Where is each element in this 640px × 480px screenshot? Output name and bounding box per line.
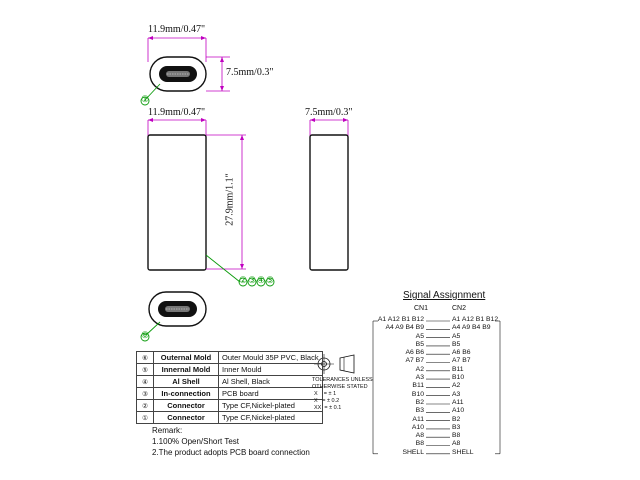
callout-side-3: ③ xyxy=(247,275,257,285)
tolerance-line: X = ± 1 xyxy=(314,391,337,397)
dim-front-width: 11.9mm/0.47" xyxy=(148,107,206,118)
remark-item: 1.100% Open/Short Test xyxy=(152,437,240,446)
cn1-pin: A3 xyxy=(415,374,424,382)
bom-row xyxy=(137,364,323,376)
signal-cn1-column xyxy=(340,316,424,457)
cn2-pin: A8 xyxy=(452,440,461,448)
bom-description: Type CF,Nickel-plated xyxy=(219,412,323,424)
tolerance-subtitle: OTHERWISE STATED xyxy=(312,384,368,390)
top-view xyxy=(141,36,230,105)
cn1-pin: B8 xyxy=(415,440,424,448)
cn2-label: CN2 xyxy=(452,305,467,312)
bom-number: ⑥ xyxy=(137,352,154,364)
cn1-pin: B3 xyxy=(415,407,424,415)
tolerance-title: TOLERANCES UNLESS xyxy=(312,377,373,383)
cn1-pin: A10 xyxy=(411,423,424,431)
cn1-pin: A4 A9 B4 B9 xyxy=(385,324,424,332)
cn2-pin: A2 xyxy=(452,382,461,390)
cn2-pin: B8 xyxy=(452,432,461,440)
cn1-pin: A2 xyxy=(415,365,424,373)
dim-top-width: 11.9mm/0.47" xyxy=(148,24,206,35)
cn1-pin: A5 xyxy=(415,332,424,340)
cn1-pin: B5 xyxy=(415,340,424,348)
tolerance-line: XX = ± 0.1 xyxy=(314,405,342,411)
bom-part: Connector xyxy=(154,400,219,412)
bom-part: Outernal Mold xyxy=(154,352,219,364)
callout-side-4: ④ xyxy=(256,275,266,285)
cn2-pin: A5 xyxy=(452,332,461,340)
cn1-pin: B10 xyxy=(411,390,424,398)
bom-number: ⑤ xyxy=(137,364,154,376)
cn2-pin: SHELL xyxy=(452,448,474,456)
remarks xyxy=(152,425,310,458)
bom-part: Connector xyxy=(154,412,219,424)
cn1-pin: A8 xyxy=(415,432,424,440)
cn2-pin: A7 B7 xyxy=(452,357,471,365)
bom-description: PCB board xyxy=(219,388,323,400)
cn2-pin: A3 xyxy=(452,390,461,398)
bom-description: Al Shell, Black xyxy=(219,376,323,388)
cn2-pin: A1 A12 B1 B12 xyxy=(452,316,499,323)
bom-number: ③ xyxy=(137,388,154,400)
bom-part: Al Shell xyxy=(154,376,219,388)
side-view xyxy=(310,118,348,270)
bom-row xyxy=(137,388,323,400)
bom-number: ① xyxy=(137,412,154,424)
cn2-pin: B10 xyxy=(452,374,465,382)
callout-6: ⑥ xyxy=(140,330,150,340)
cn2-pin: A10 xyxy=(452,407,465,415)
callout-side-5: ⑤ xyxy=(265,275,275,285)
cn1-pin: A6 B6 xyxy=(405,349,424,357)
tolerance-line: X = ± 0.2 xyxy=(314,398,340,404)
front-view xyxy=(148,118,274,286)
bom-part: In-connection xyxy=(154,388,219,400)
cn1-pin: A11 xyxy=(412,415,424,423)
cn2-pin: B2 xyxy=(452,415,461,423)
bom-description: Inner Mould xyxy=(219,364,323,376)
cn2-pin: B5 xyxy=(452,340,461,348)
callout-1: ① xyxy=(140,94,150,104)
bom-row xyxy=(137,400,323,412)
bom-table xyxy=(136,351,323,424)
remark-title: Remark: xyxy=(152,426,183,435)
bom-number: ② xyxy=(137,400,154,412)
side-view-body xyxy=(310,135,348,270)
cn2-pin: A4 A9 B4 B9 xyxy=(452,324,491,332)
signal-title: Signal Assignment xyxy=(403,290,486,301)
bom-number: ④ xyxy=(137,376,154,388)
cn1-label: CN1 xyxy=(414,305,429,312)
bom-row xyxy=(137,376,323,388)
dim-side-width: 7.5mm/0.3" xyxy=(305,107,353,118)
bom-description: Outer Mould 35P PVC, Black xyxy=(219,352,323,364)
dim-top-height: 7.5mm/0.3" xyxy=(226,67,274,78)
dim-length: 27.9mm/1.1" xyxy=(224,173,236,226)
cn2-pin: A6 B6 xyxy=(452,349,471,357)
bom-row xyxy=(137,412,323,424)
bom-description: Type CF,Nickel-plated xyxy=(219,400,323,412)
cn1-pin: A1 A12 B1 B12 xyxy=(377,316,424,323)
bom-row xyxy=(137,352,323,364)
cn2-pin: B11 xyxy=(452,365,464,373)
cn2-pin: B3 xyxy=(452,423,461,431)
cn2-pin: A11 xyxy=(452,398,464,406)
cn1-pin: B11 xyxy=(412,382,424,390)
remark-item: 2.The product adopts PCB board connection xyxy=(152,448,310,457)
cn1-pin: B2 xyxy=(415,398,424,406)
bottom-view xyxy=(141,292,206,341)
signal-cn2-column xyxy=(452,316,522,457)
cn1-pin: SHELL xyxy=(402,448,424,456)
bom-part: Innernal Mold xyxy=(154,364,219,376)
front-view-body xyxy=(148,135,206,270)
callout-side-2: ② xyxy=(238,275,248,285)
cn1-pin: A7 B7 xyxy=(405,357,424,365)
